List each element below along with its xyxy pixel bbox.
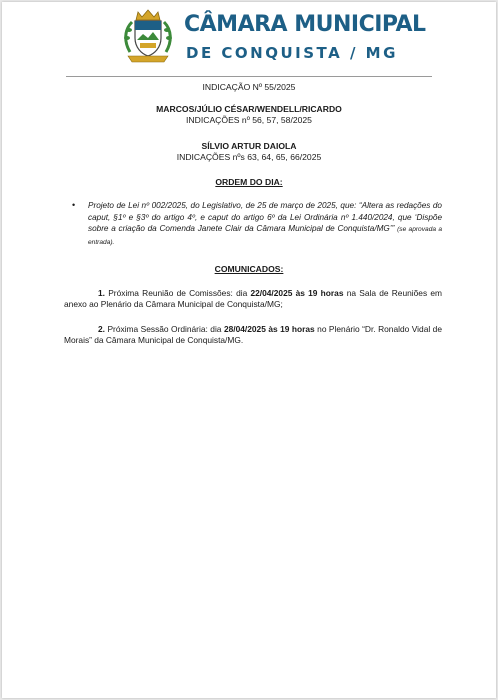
comunicado-item xyxy=(64,288,442,311)
municipal-coat-of-arms-icon xyxy=(120,8,176,64)
organization-subtitle: DE CONQUISTA / MG xyxy=(186,44,398,62)
group2-indicacoes: INDICAÇÕES nºs 63, 64, 65, 66/2025 xyxy=(176,152,322,162)
ordem-do-dia-item-text: Projeto de Lei nº 002/2025, do Legislativo, de 25 de março de 2025, que: “Altera as redações do caput, §1º e §3º do artigo 4º, e caput do artigo 6º da Lei Ordinária nº 1.440/2024, que ‘Dispõe sobre a criação da Comenda Janete Clair da Câmara Municipal de Conquista/MG’” xyxy=(88,201,442,234)
comunicado-text-a: Próxima Reunião de Comissões: dia xyxy=(108,288,248,298)
indicacao-main: INDICAÇÃO Nº 55/2025 xyxy=(202,82,296,92)
comunicado-text-a: Próxima Sessão Ordinária: dia xyxy=(107,324,222,334)
comunicado-text-b: no Plenário “Dr. Ronaldo Vidal de Morais” da Câmara Municipal de Conquista/MG. xyxy=(64,324,443,346)
organization-name: CÂMARA MUNICIPAL xyxy=(184,12,426,37)
comunicado-date-time: 28/04/2025 às 19 horas xyxy=(223,324,315,334)
group1-indicacoes: INDICAÇÕES nº 56, 57, 58/2025 xyxy=(186,115,312,125)
comunicado-number: 2. xyxy=(98,324,105,334)
comunicado-item xyxy=(64,324,442,347)
comunicado-date-time: 22/04/2025 às 19 horas xyxy=(250,288,344,298)
ordem-do-dia-heading: ORDEM DO DIA: xyxy=(215,177,283,187)
ordem-do-dia-item xyxy=(88,200,442,248)
bullet-icon: • xyxy=(72,200,76,210)
comunicados-heading: COMUNICADOS: xyxy=(214,264,284,274)
letterhead xyxy=(120,8,426,70)
document-page xyxy=(2,2,496,698)
group2-authors: SÍLVIO ARTUR DAIOLA xyxy=(201,141,297,151)
header-divider xyxy=(66,76,432,77)
ordem-do-dia-item-note: (se aprovada a entrada). xyxy=(88,226,442,246)
group1-authors: MARCOS/JÚLIO CÉSAR/WENDELL/RICARDO xyxy=(156,104,342,114)
comunicado-number: 1. xyxy=(98,288,105,298)
comunicado-text-b: na Sala de Reuniões em anexo ao Plenário da Câmara Municipal de Conquista/MG; xyxy=(64,288,442,310)
